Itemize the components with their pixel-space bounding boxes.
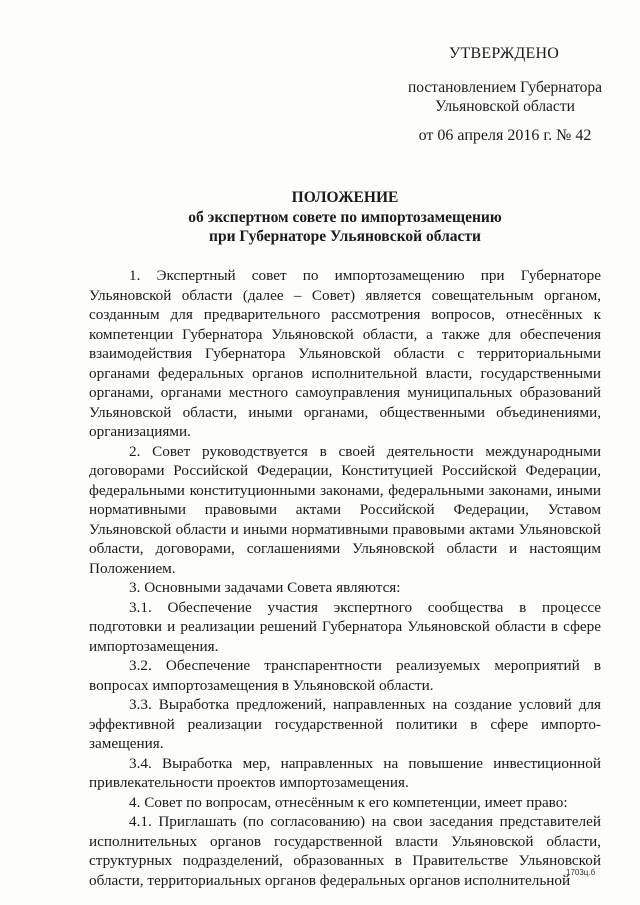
title-line-3: при Губернаторе Ульяновской области: [209, 228, 481, 245]
title-line-2: об экспертном совете по импортозамещению: [188, 208, 502, 226]
title-heading: ПОЛОЖЕНИЕ: [291, 189, 399, 206]
paragraph-3-4: 3.4. Выработка мер, направленных на повышение инвестиционной привлекательности проектов импортозамещения.: [89, 754, 601, 791]
paragraph-3: 3. Основными задачами Совета являются:: [129, 579, 401, 596]
decree-line-2: Ульяновской области: [435, 98, 575, 115]
paragraph-1: 1. Экспертный совет по импортозамещению при Губернаторе Ульяновской области (далее – Совет) является совещательным органом, созданным для предварительного рассмотрения вопросов, отнесённых к компетенции Губернатора Ульяновской области, а также для обеспечения взаимодействия Губернатора Ульяновской области с территориальными органами федеральных органов исполнительной власти, государственными органами, органами местного самоуправления муниципальных образований Ульяновской области, иными органами, общественными объединениями, организациями.: [89, 267, 601, 440]
approved-label: УТВЕРЖДЕНО: [448, 45, 559, 62]
paragraph-4-1: 4.1. Приглашать (по согласованию) на свои заседания представителей исполнительных органов государственной власти Ульяновской области, структурных подразделений, образованных в Правительстве Ульяновской области, территориальных органов федеральных органов исполнительной: [89, 813, 601, 889]
approval-stamp: [395, 44, 615, 146]
paragraph-2: 2. Совет руководствуется в своей деятельности международными договорами Российской Федерации, Конституцией Российской Федерации, федеральными конституционными законами, федеральными законами, иными нормативными правовыми актами Российской Федерации, Уставом Ульяновской области и иными нормативными правовыми актами Ульяновской области, договорами, соглашениями Ульяновской области и настоящим Положением.: [89, 442, 601, 577]
paragraph-3-3: 3.3. Выработка предложений, направленных на создание условий для эффективной реализации государственной политики в сфере импорто-замещения.: [89, 696, 601, 752]
paragraph-3-2: 3.2. Обеспечение транспарентности реализуемых мероприятий в вопросах импортозамещения в Ульяновской области.: [89, 657, 601, 694]
document-title: [100, 188, 590, 247]
paragraph-3-1: 3.1. Обеспечение участия экспертного сообщества в процессе подготовки и реализации решений Губернатора Ульяновской области в сфере импортозамещения.: [89, 598, 601, 655]
document-code: 1703ц.б: [566, 868, 596, 877]
decree-date: от 06 апреля 2016 г. № 42: [418, 127, 592, 144]
decree-line-1: постановлением Губернатора: [407, 79, 603, 96]
document-body: [89, 266, 601, 890]
paragraph-4: 4. Совет по вопросам, отнесённым к его компетенции, имеет право:: [129, 793, 568, 811]
